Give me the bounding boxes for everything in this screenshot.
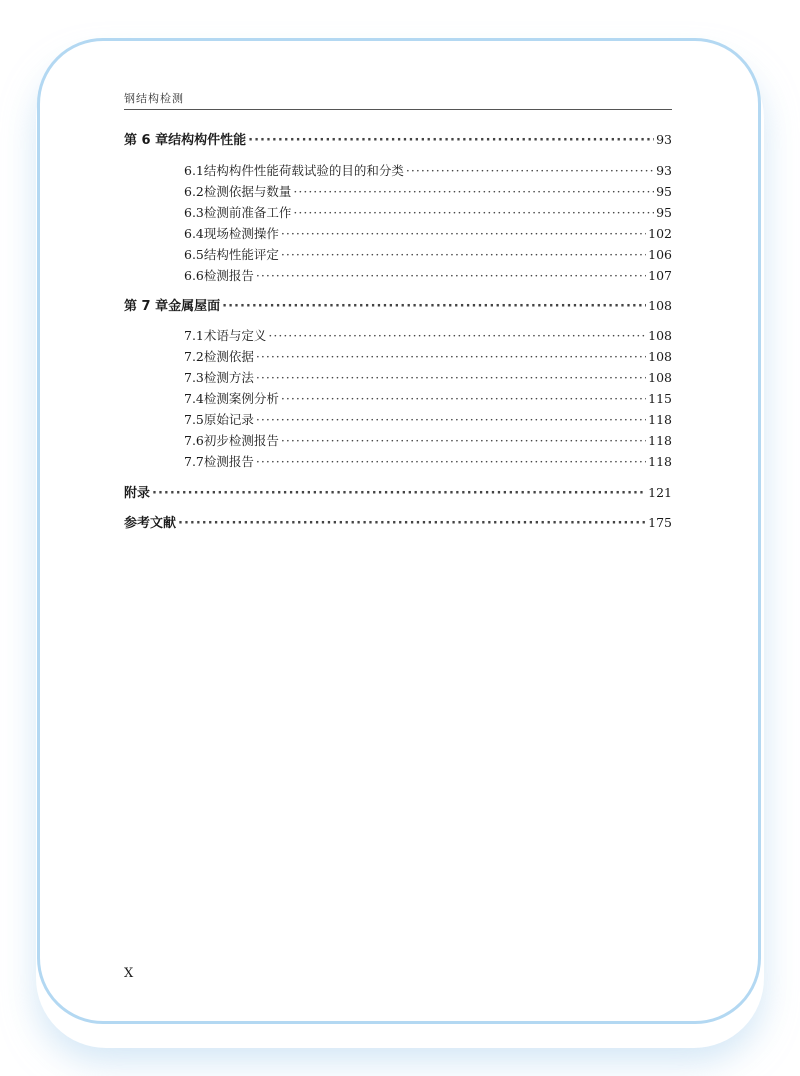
header-rule [124,109,672,110]
toc-section-number: 6.4 [184,226,204,241]
toc-page-number: 108 [648,349,672,364]
toc-section-7-6[interactable] [124,433,672,449]
toc-section-title: 初步检测报告 [203,433,279,448]
toc-leader [256,454,646,470]
toc-section-7-1[interactable] [124,328,672,344]
toc-leader [256,349,646,365]
toc-leader [256,412,646,428]
toc-section-6-3[interactable] [124,205,672,221]
toc-section-number: 6.5 [184,247,204,262]
toc-section-title: 检测报告 [203,268,254,283]
toc-section-6-1[interactable] [124,163,672,179]
toc-section-title: 检测前准备工作 [203,205,292,220]
toc-leader [152,486,646,502]
toc-page-number: 108 [648,298,672,313]
toc-leader [406,163,654,179]
toc-page-number: 118 [648,412,672,427]
toc-section-7-5[interactable] [124,412,672,428]
toc-section-title: 原始记录 [203,412,254,427]
toc-section-title: 检测依据 [203,349,254,364]
page-folio: X [124,966,134,981]
toc-section-number: 6.3 [184,205,204,220]
toc-page-number: 93 [656,132,672,147]
toc-section-7-2[interactable] [124,349,672,365]
toc-page-number: 118 [648,433,672,448]
toc-section-title: 检测案例分析 [203,391,279,406]
toc-page-number: 108 [648,328,672,343]
toc-section-7-3[interactable] [124,370,672,386]
toc-leader [256,370,646,386]
toc-page-number: 118 [648,454,672,469]
toc-section-number: 6.6 [184,268,204,283]
toc-page-number: 106 [648,247,672,262]
toc-section-title: 结构构件性能荷载试验的目的和分类 [203,163,404,178]
toc-page-number: 121 [648,485,672,500]
toc-section-title: 检测依据与数量 [203,184,292,199]
toc-section-title: 结构性能评定 [203,247,279,262]
toc-appendix[interactable] [124,485,672,502]
toc-leader [293,205,654,221]
toc-appendix-title: 附录 [124,486,151,501]
toc-leader [256,268,646,284]
toc-section-7-7[interactable] [124,454,672,470]
toc-chapter-6[interactable] [124,132,672,149]
toc-chapter-title: 金属屋面 [168,299,221,314]
toc-page-number: 115 [648,391,672,406]
toc-page-number: 93 [656,163,672,178]
toc-section-number: 7.6 [184,433,204,448]
toc-leader [281,391,646,407]
toc-page-number: 95 [656,184,672,199]
toc-section-number: 7.3 [184,370,204,385]
toc-section-title: 术语与定义 [203,328,267,343]
toc-leader [248,133,654,149]
toc-chapter-title: 结构构件性能 [168,133,247,148]
toc-chapter-7[interactable] [124,298,672,315]
toc-page-number: 108 [648,370,672,385]
toc-section-7-4[interactable] [124,391,672,407]
toc-section-number: 7.1 [184,328,204,343]
toc-references[interactable] [124,515,672,532]
toc-page-number: 107 [648,268,672,283]
toc-section-number: 7.2 [184,349,204,364]
toc-section-6-2[interactable] [124,184,672,200]
toc-section-6-6[interactable] [124,268,672,284]
toc-leader [281,226,646,242]
toc-leader [281,247,646,263]
toc-section-6-5[interactable] [124,247,672,263]
toc-section-6-4[interactable] [124,226,672,242]
toc-section-title: 检测报告 [203,454,254,469]
toc-references-title: 参考文献 [124,516,177,531]
toc-section-number: 7.7 [184,454,204,469]
toc-section-title: 检测方法 [203,370,254,385]
toc-section-number: 6.1 [184,163,204,178]
running-head: 钢结构检测 [124,92,184,105]
toc-page-number: 175 [648,515,672,530]
toc-section-number: 7.4 [184,391,204,406]
toc-chapter-number: 第 6 章 [124,133,169,148]
toc-section-title: 现场检测操作 [203,226,279,241]
toc-leader [268,328,646,344]
toc-page-number: 102 [648,226,672,241]
toc-chapter-number: 第 7 章 [124,299,169,314]
toc-leader [281,433,646,449]
toc-page-number: 95 [656,205,672,220]
toc-section-number: 6.2 [184,184,204,199]
toc-leader [222,299,646,315]
toc-section-number: 7.5 [184,412,204,427]
toc-leader [293,184,654,200]
toc-leader [178,516,646,532]
